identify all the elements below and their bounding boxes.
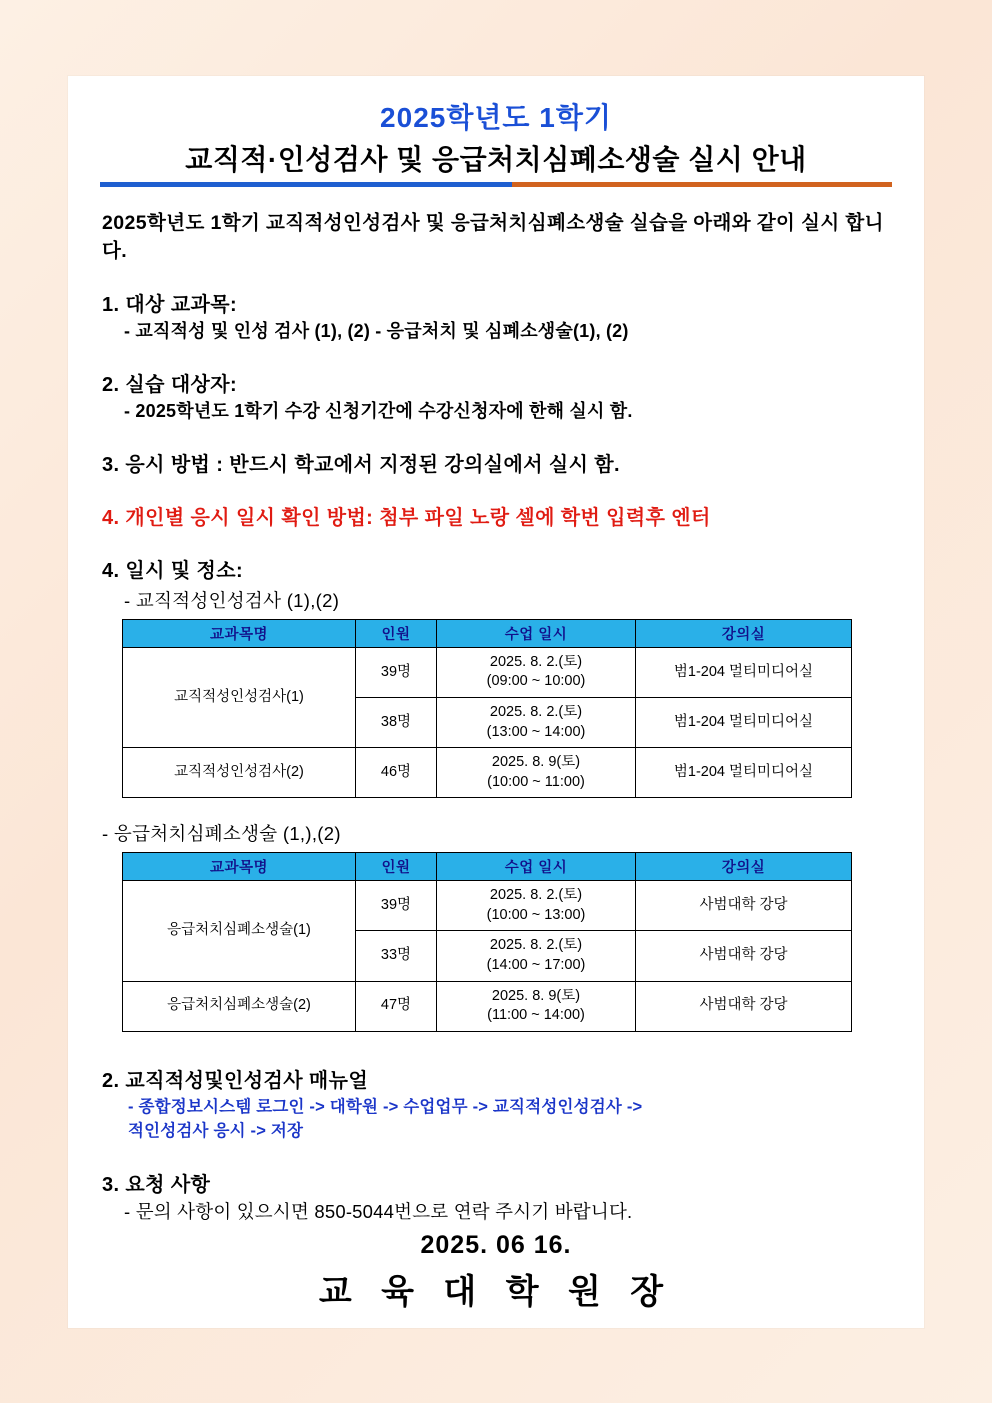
section-check-method <box>102 501 892 530</box>
table1-header-subject: 교과목명 <box>123 619 356 647</box>
document-title-line2: 교직적·인성검사 및 응급처치심폐소생술 실시 안내 <box>185 144 807 175</box>
schedule-table-aptitude <box>122 619 852 798</box>
table2-r2-when-date: 2025. 8. 9(토) <box>491 987 581 1004</box>
table2-caption: - 응급처치심폐소생술 (1,),(2) <box>102 823 341 845</box>
title-divider-orange <box>512 182 892 187</box>
table1-r0-when-time: (09:00 ~ 10:00) <box>486 673 586 690</box>
table2-r1-when-time: (14:00 ~ 17:00) <box>486 956 586 973</box>
section-5-heading: 4. 일시 및 정소: <box>102 559 244 582</box>
notice-document <box>68 76 924 1328</box>
table2-r1-when <box>437 931 636 981</box>
table2-r0-when <box>437 881 636 931</box>
spacer <box>100 536 892 554</box>
table2-r0-when-date: 2025. 8. 2.(토) <box>489 887 583 904</box>
table1-header-count: 인원 <box>356 619 437 647</box>
table2-r2-room: 사범대학 강당 <box>636 981 852 1031</box>
section-method <box>102 448 892 477</box>
table1-r0-when-date: 2025. 8. 2.(토) <box>489 653 583 670</box>
table2-header-subject: 교과목명 <box>123 853 356 881</box>
table1-caption: - 교직적성인성검사 (1),(2) <box>124 589 340 611</box>
table2-r0-subject: 응급처치심폐소생술(1) <box>123 881 356 981</box>
spacer <box>100 1150 892 1168</box>
table2-header-when: 수업 일시 <box>437 853 636 881</box>
table2-r1-room: 사범대학 강당 <box>636 931 852 981</box>
table2-r0-room: 사범대학 강당 <box>636 881 852 931</box>
issue-date: 2025. 06 16. <box>420 1231 572 1260</box>
table1-r2-when <box>437 748 636 798</box>
issuer-signature: 교 육 대 학 원 장 <box>318 1273 674 1312</box>
section-7-detail: - 문의 사항이 있으시면 850-5044번으로 연락 주시기 바랍니다. <box>124 1201 633 1223</box>
table1-r0-when <box>437 647 636 697</box>
table2-r2-count: 47명 <box>356 981 437 1031</box>
table2-r1-count: 33명 <box>356 931 437 981</box>
table2-r0-when-time: (10:00 ~ 13:00) <box>486 906 586 923</box>
table1-r1-count: 38명 <box>356 698 437 748</box>
section-request <box>102 1168 892 1225</box>
table-header-row <box>123 853 852 881</box>
section-schedule <box>102 554 892 613</box>
table1-header-when: 수업 일시 <box>437 619 636 647</box>
table1-r2-count: 46명 <box>356 748 437 798</box>
table1-r1-when-time: (13:00 ~ 14:00) <box>486 723 586 740</box>
table2-r0-count: 39명 <box>356 881 437 931</box>
document-title-line1: 2025학년도 1학기 <box>380 102 612 133</box>
table-row <box>123 981 852 1031</box>
spacer <box>100 1050 892 1064</box>
table1-r1-when <box>437 698 636 748</box>
section-2-heading: 2. 실습 대상자: <box>102 373 238 396</box>
table1-r2-when-date: 2025. 8. 9(토) <box>491 754 581 771</box>
section-target-courses <box>102 288 892 344</box>
manual-step-line1: - 종합정보시스템 로그인 -> 대학원 -> 수업업무 -> 교직적성인성검사 -> <box>128 1097 643 1116</box>
table2-header-room: 강의실 <box>636 853 852 881</box>
section-manual <box>102 1064 892 1145</box>
table1-r2-when-time: (10:00 ~ 11:00) <box>487 773 585 790</box>
section-1-detail: - 교직적성 및 인성 검사 (1), (2) - 응급처치 및 심폐소생술(1), (2) <box>124 320 629 341</box>
section-4-heading-red: 4. 개인별 응시 일시 확인 방법: 첨부 파일 노랑 셀에 학번 입력후 엔터 <box>102 506 711 529</box>
section-6-heading: 2. 교직적성및인성검사 매뉴얼 <box>102 1069 369 1092</box>
spacer <box>100 798 892 816</box>
section-3-heading: 3. 응시 방법 : 반드시 학교에서 지정된 강의실에서 실시 함. <box>102 453 620 476</box>
spacer <box>100 350 892 368</box>
spacer <box>100 430 892 448</box>
table-row <box>123 647 852 697</box>
manual-step-line2: 적인성검사 응시 -> 저장 <box>128 1122 304 1141</box>
table2-r1-when-date: 2025. 8. 2.(토) <box>489 937 583 954</box>
table1-r1-when-date: 2025. 8. 2.(토) <box>489 704 583 721</box>
table-row <box>123 881 852 931</box>
table-header-row <box>123 619 852 647</box>
section-participants <box>102 368 892 424</box>
table1-r2-room: 범1-204 멀티미디어실 <box>636 748 852 798</box>
schedule-table-cpr <box>122 852 852 1031</box>
table2-header-count: 인원 <box>356 853 437 881</box>
table2-r2-when <box>437 981 636 1031</box>
table1-r1-room: 범1-204 멀티미디어실 <box>636 698 852 748</box>
table1-r0-count: 39명 <box>356 647 437 697</box>
document-body <box>68 76 924 1313</box>
spacer <box>100 483 892 501</box>
title-divider <box>100 182 892 187</box>
table2-r2-when-time: (11:00 ~ 14:00) <box>487 1007 585 1024</box>
section-1-heading: 1. 대상 교과목: <box>102 293 238 316</box>
section-7-heading: 3. 요청 사항 <box>102 1174 211 1197</box>
spacer <box>100 1032 892 1050</box>
table1-r2-subject: 교직적성인성검사(2) <box>123 748 356 798</box>
table1-r0-subject: 교직적성인성검사(1) <box>123 647 356 747</box>
table1-r0-room: 범1-204 멀티미디어실 <box>636 647 852 697</box>
table2-r2-subject: 응급처치심폐소생술(2) <box>123 981 356 1031</box>
section-2-detail: - 2025학년도 1학기 수강 신청기간에 수강신청자에 한해 실시 함. <box>124 400 633 421</box>
table1-header-room: 강의실 <box>636 619 852 647</box>
title-divider-blue <box>100 182 512 187</box>
table-row <box>123 748 852 798</box>
intro-paragraph: 2025학년도 1학기 교직적성인성검사 및 응급처치심폐소생술 실습을 아래와 같이 실시 합니다. <box>102 212 884 263</box>
